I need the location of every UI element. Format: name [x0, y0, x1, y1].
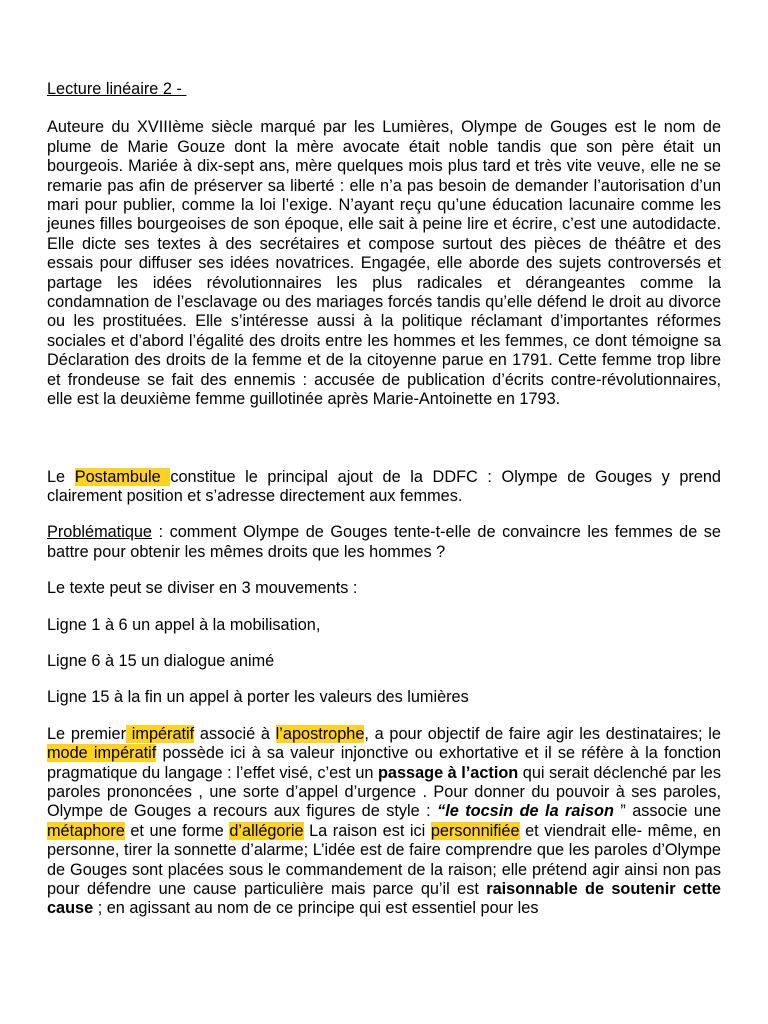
postambule-paragraph	[47, 468, 721, 507]
mouvement-1: Ligne 1 à 6 un appel à la mobilisation,	[47, 615, 321, 634]
highlight-imperatif: impératif	[126, 724, 195, 743]
mouvements-intro: Le texte peut se diviser en 3 mouvements :	[47, 579, 358, 598]
bold-raisonnable: raisonnable de soutenir cette cause	[47, 880, 721, 918]
analysis-text: et viendrait elle- même, en personne, tirer la sonnette d’alarme; L’idée est de faire comprendre que les paroles d’Olympe de Gouges sont placées sous le commandement de la raison; elle prétend agir ainsi non pas pour défendre une cause particulière mais parce qu’il est	[47, 821, 721, 898]
analysis-paragraph	[47, 725, 721, 919]
postambule-prefix: Le	[47, 467, 75, 486]
analysis-text: qui serait déclenché par les paroles prononcées , une sorte d’appel d’urgence . Pour donner du pouvoir à ses paroles, Olympe de Gouges a recours aux figures de style :	[47, 763, 721, 821]
highlight-metaphore: métaphore	[47, 821, 125, 840]
highlight-personnifiee: personnifiée	[430, 821, 520, 840]
mouvement-2: Ligne 6 à 15 un dialogue animé	[47, 651, 275, 670]
document-page	[47, 80, 721, 919]
postambule-highlight: Postambule	[74, 467, 171, 486]
analysis-text: , a pour objectif de faire agir les destinataires; le	[364, 724, 721, 743]
mouvement-3: Ligne 15 à la fin un appel à porter les valeurs des lumières	[47, 688, 469, 707]
highlight-allegorie: d’allégorie	[229, 821, 304, 840]
analysis-text: possède ici à sa valeur injonctive ou exhortative et il se réfère à la fonction pragmatique du langage : l’effet visé, c’est un	[47, 744, 721, 782]
bold-passage-action: passage à l’action	[377, 763, 519, 782]
intro-paragraph: Auteure du XVIIIème siècle marqué par les Lumières, Olympe de Gouges est le nom de plume de Marie Gouze dont la mère avocate était noble tandis que son père était un bourgeois. Mariée à dix-sept ans, mère quelques mois plus tard et très vite veuve, elle ne se remarie pas afin de préserver sa liberté : elle n’a pas besoin de demander l’autorisation d’un mari pour publier, comme la loi l’exige. N’ayant reçu qu’une éducation lacunaire comme les jeunes filles bourgeoises de son époque, elle sait à peine lire et écrire, c’est une autodidacte. Elle dicte ses textes à des secrétaires et compose surtout des pièces de théâtre et des essais pour diffuser ses idées novatrices. Engagée, elle aborde des sujets controversés et partage les idées révolutionnaires les plus radicales et dérangeantes comme la condamnation de l’esclavage ou des mariages forcés tandis qu’elle défend le droit au divorce ou les prostituées. Elle s’intéresse aussi à la politique réclamant d’importantes réformes sociales et d’abord l’égalité des droits entre les hommes et les femmes, ce dont témoigne sa Déclaration des droits de la femme et de la citoyenne parue en 1791. Cette femme trop libre et frondeuse se fait des ennemis : accusée de publication d’écrits contre-révolutionnaires, elle est la deuxième femme guillotinée après Marie-Antoinette en 1793.	[47, 118, 721, 409]
analysis-text: ” associe une	[613, 802, 721, 821]
highlight-apostrophe: l’apostrophe	[275, 724, 365, 743]
problematique-label: Problématique	[47, 523, 152, 542]
problematique-text: : comment Olympe de Gouges tente-t-elle de convaincre les femmes de se battre pour obtenir les mêmes droits que les hommes ?	[47, 523, 721, 561]
document-title-text: Lecture linéaire 2 -	[47, 80, 182, 98]
document-title	[47, 80, 721, 99]
quote-tocsin: “le tocsin de la raison	[437, 802, 614, 821]
analysis-text: ; en agissant au nom de ce principe qui est essentiel pour les	[93, 899, 539, 918]
highlight-mode-imperatif: mode impératif	[47, 744, 157, 763]
postambule-rest: constitue le principal ajout de la DDFC : Olympe de Gouges y prend clairement position et s’adresse directement aux femmes.	[47, 467, 721, 505]
analysis-text: Le premier	[47, 724, 127, 743]
problematique-paragraph	[47, 523, 721, 562]
analysis-text: et une forme	[124, 821, 230, 840]
analysis-text: associé à	[194, 724, 276, 743]
analysis-text: La raison est ici	[303, 821, 431, 840]
